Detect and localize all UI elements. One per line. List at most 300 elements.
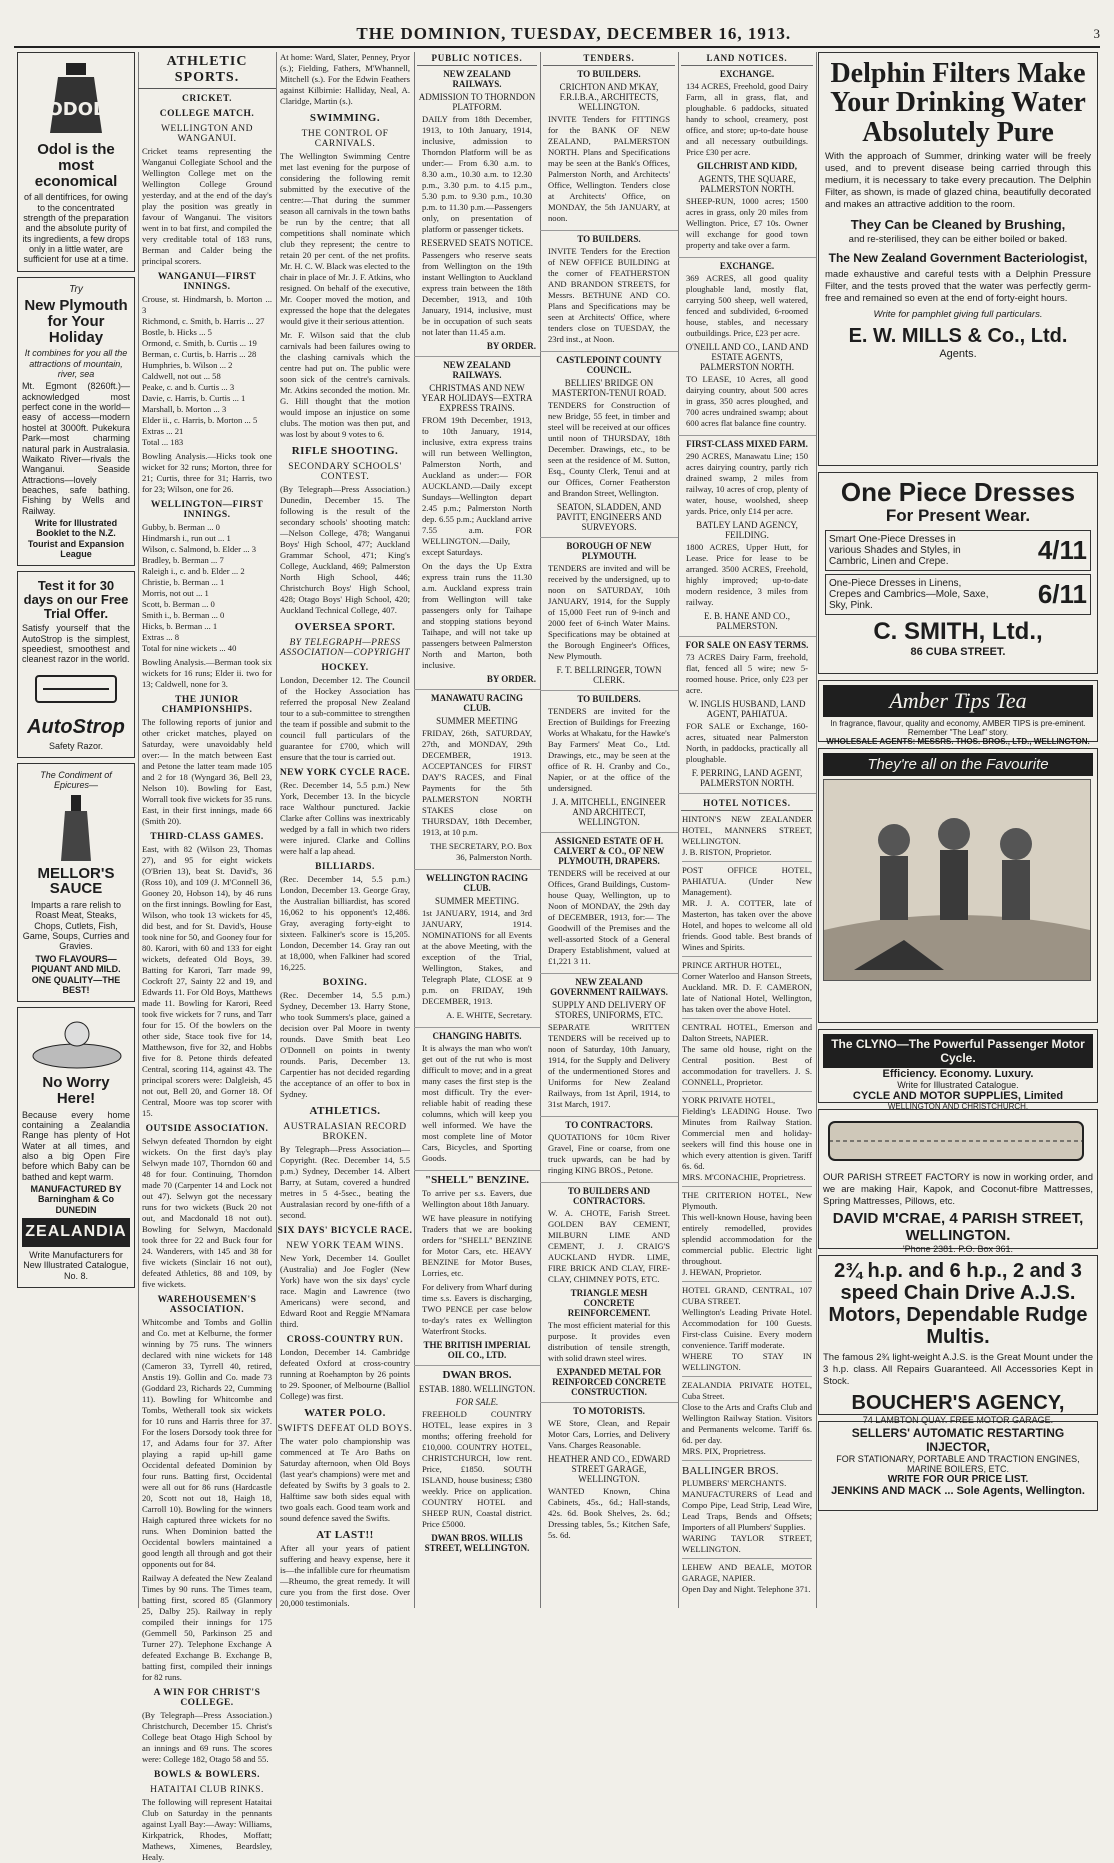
delphin-clean: They Can be Cleaned by Brushing,: [850, 216, 1066, 232]
c6-p14: Wellington's Leading Private Hotel. Accommodation for 100 Guests. First-class Cuisine. Every modern convenience. Tariff moderate.: [682, 1307, 812, 1350]
innings2-line: Raleigh i., c. and b. Elder ... 2: [142, 566, 245, 576]
prince-arthur-hotel: [682, 960, 812, 1019]
c3-p3: Mr. F. Wilson said that the club carnivals had been failures owing to the clashing carnivals which the centre had put on. The public were soon sick of the centre's carnivals. Mr. Atkins seconded the motion. Mr. G. Hill thought that the motion would impose an injustice on some clubs. The motion was then put, and was lost by about 9 votes to 6.: [280, 330, 410, 439]
cycle-head: NEW YORK CYCLE RACE.: [279, 768, 411, 778]
c6-p3: 369 ACRES, all good quality ploughable land, mostly flat, carrying 500 sheep, well watered, fenced and subdivided, 6-roomed house, stables, and necessary outbuildings. Price, £23 per acre.: [686, 273, 808, 338]
athletic-sports-column: [138, 52, 277, 1862]
rifle-head: RIFLE SHOOTING.: [291, 445, 399, 457]
c4-p1: DAILY from 18th December, 1913, to 10th January, 1914, inclusive, admission to Thorndon Platform will be as under:— From 6.30 a.m. to 8.30 a.m., 10.30 a.m. to 12.30 p.m., 3.30 p.m. to 4.15 p.m., 5.30 p.m. to 9.30 p.m., 10.30 p.m. to 11.30 p.m.—Passengers only, on presentation of platform or passenger tickets.: [422, 114, 532, 234]
hane: E. B. HANE AND CO., PALMERSTON.: [703, 611, 790, 631]
forsale-head: FOR SALE ON EASY TERMS.: [685, 640, 809, 650]
wrc-sec: A. E. WHITE, Secretary.: [446, 1010, 532, 1020]
autostrop-body: Satisfy yourself that the AutoStrop is the simplest, speediest, smoothest and cleanest razor in the world.: [22, 623, 130, 665]
nzr2-head: NEW ZEALAND RAILWAYS.: [443, 360, 511, 380]
nzr-notice-1: [414, 69, 540, 357]
innings1-line: Crouse, st. Hindmarsh, b. Morton ... 3: [142, 294, 272, 315]
columns: [14, 52, 1100, 1862]
c4-p9: WE have pleasure in notifying Traders that we are booking orders for "SHELL" BENZINE for Motor Cars, etc. HEAVY BENZINE for Motor Buses, Lorries, etc.: [422, 1213, 532, 1278]
cricket-head: CRICKET.: [181, 94, 232, 104]
college-p2: Bowling Analysis.—Hicks took one wicket for 32 runs; Morton, three for 21; Curtis, three for 31; Harris, two for 23; Wilson, one for 26.: [142, 451, 272, 494]
builders-head-3: TO BUILDERS.: [577, 694, 641, 704]
lehew-ad: [682, 1562, 812, 1598]
display-ads-column: [816, 52, 1100, 1608]
ballinger: BALLINGER BROS.: [682, 1465, 779, 1477]
page-number: 3: [1093, 26, 1100, 41]
c3-p13: After all your years of patient suffering and heavy expense, here it is—the infallible cure for rheumatism—Rheumo, the great remedy. It will cure you from the first dose. Over 20,000 testimonials.: [280, 1543, 410, 1608]
plumbers: PLUMBERS' MERCHANTS.: [682, 1478, 787, 1489]
college-match-head: COLLEGE MATCH.: [159, 109, 255, 119]
firstclass-head: FIRST-CLASS MIXED FARM.: [686, 439, 808, 449]
amber-sub: In fragrance, flavour, quality and economy, AMBER TIPS is pre-eminent. Remember "The Leaf" story.: [830, 719, 1086, 737]
c3-p11: London, December 14. Cambridge defeated Oxford at cross-country running at Roehampton by 26 points to 29. Spooner, of Melbourne (Balliol College) was first.: [280, 1347, 410, 1401]
delphin-clean-sub: and re-sterilised, they can be either boiled or baked.: [848, 233, 1068, 245]
post-office-hotel: [682, 865, 812, 957]
c5-p12: WANTED Known, China Cabinets, 45s., 6d.; Hall-stands, 42s. 6d. Book Shelves, 2s. 6d.; Dressing tables, 5s.; Kitchen Safe, 5s. 6d.: [548, 1486, 670, 1540]
dress-desc-2: One-Piece Dresses in Linens, Crepes and Cambrics—Mole, Saxe, Sky, Pink.: [829, 578, 989, 612]
mellors-pre: The Condiment of Epicures—: [40, 769, 112, 791]
dress-offer-1: [825, 530, 1091, 571]
bellringer: F. T. BELLRINGER, TOWN CLERK.: [556, 665, 662, 685]
land-2: [678, 261, 816, 436]
central-hotel: [682, 1022, 812, 1092]
xmas-head: CHRISTMAS AND NEW YEAR HOLIDAYS—EXTRA EXPRESS TRAINS.: [421, 383, 533, 413]
innings1-line: Humphries, b. Wilson ... 2: [142, 360, 233, 370]
oneill: O'NEILL AND CO., LAND AND ESTATE AGENTS, PALMERSTON NORTH.: [685, 342, 809, 372]
mattress-ad: [818, 1109, 1098, 1254]
hataitai-head: HATAITAI CLUB RINKS.: [150, 1785, 264, 1795]
c4-p4: On the days the Up Extra express train runs the 11.30 a.m. Auckland express train from Wellington will take passengers only for Taihape and stopping stations beyond Taihape, and will not take up passengers between Palmerston North and Marton, both inclusive.: [422, 561, 532, 670]
reserved-head: RESERVED SEATS NOTICE.: [420, 238, 534, 248]
mellors-sauce-ad: [17, 763, 135, 1002]
assigned-head: ASSIGNED ESTATE OF H. CALVERT & CO., OF NEW PLYMOUTH, DRAPERS.: [553, 836, 665, 866]
innings1-line: Berman, c. Curtis, b. Harris ... 28: [142, 349, 257, 359]
wrc-summer: SUMMER MEETING.: [434, 896, 519, 906]
water-polo-head: WATER POLO.: [304, 1407, 386, 1419]
innings1-line: Extras ... 21: [142, 426, 184, 436]
order-2: BY ORDER.: [486, 674, 536, 684]
innings2-line: Total for nine wickets ... 40: [142, 643, 237, 653]
np-body: Mt. Egmont (8260ft.)—acknowledged most perfect cone in the world—easy of access—modern hostel at 3000ft. Pukekura Park—most charming natural park in Australasia. Waikato River—rivals the Wanganui. Seaside Attractions—lovely beaches, safe bathing. Fishing by Wells and Railway.: [22, 381, 130, 516]
summer-head: SUMMER MEETING: [436, 716, 518, 726]
mattress-maker: DAVID M'CRAE, 4 PARISH STREET, WELLINGTON.: [832, 1209, 1084, 1244]
odol-ad: [17, 52, 135, 272]
college-p3: Bowling Analysis.—Berman took six wickets for 16 runs; Elder ii. two for 13; Caldwell, none for 3.: [142, 657, 272, 689]
hinton: HINTON'S NEW ZEALANDER HOTEL, MANNERS STREET, WELLINGTON.: [682, 814, 812, 846]
odol-headline: Odol is the most economical: [34, 141, 118, 190]
third-class-head: THIRD-CLASS GAMES.: [150, 832, 264, 842]
public-notices-head: PUBLIC NOTICES.: [417, 52, 537, 66]
innings2-line: Extras ... 8: [142, 632, 179, 642]
gilchrist: GILCHRIST AND KIDD,: [696, 161, 798, 171]
triangle-head: TRIANGLE MESH CONCRETE REINFORCEMENT.: [567, 1288, 651, 1318]
amber-tips-ad: [818, 680, 1098, 746]
mitchell: J. A. MITCHELL, ENGINEER AND ARCHITECT, WELLINGTON.: [552, 797, 666, 827]
order-1: BY ORDER.: [486, 341, 536, 351]
hewan: J. HEWAN, Proprietor.: [682, 1267, 762, 1277]
wrc-notice: [414, 873, 540, 1028]
wrc-head: WELLINGTON RACING CLUB.: [425, 873, 529, 893]
mattress-phone: 'Phone 2381. P.O. Box 361.: [902, 1243, 1014, 1254]
c6-p4: TO LEASE, 10 Acres, all good dairying country, about 500 acres in grass, 350 acres ploughed, and 700 acres undrained swamp; about 600 acres flat balance fine country.: [686, 374, 808, 428]
husband: W. INGLIS HUSBAND, LAND AGENT, PAHIATUA.: [688, 699, 806, 719]
tenders-head: TENDERS.: [543, 52, 675, 66]
c4-p6: 1st JANUARY, 1914, and 3rd JANUARY, 1914. NOMINATIONS for all Events at the above Meeting, with the exception of the Trial, Wellington, Stakes, and Telegraph Plate, CLOSE at 9 p.m. on FRIDAY, 19th DECEMBER, 1913.: [422, 908, 532, 1006]
dress-offer-2: [825, 574, 1091, 615]
c3-p5: London, December 12. The Council of the Hockey Association has referred the proposal New Zealand tour to a sub-committee to strengthen the team if possible and submit to the council full particulars of the guarantee for £700, which will ensure that the tour is carried out.: [280, 675, 410, 762]
heather: HEATHER AND CO., EDWARD STREET GARAGE, WELLINGTON.: [547, 1454, 671, 1484]
riston: J. B. RISTON, Proprietor.: [682, 847, 772, 857]
svg-text:ODOL: ODOL: [47, 99, 105, 120]
sauce-bottle-icon: [51, 793, 101, 863]
c6-p5: 290 ACRES, Manawatu Line; 150 acres dairying country, partly rich drained swamp, 2 miles from railway, 10 acres of crop, plenty of water, house, woolshed, sheep yards. Price, only £14 per acre.: [686, 451, 808, 516]
shell-benzine-notice: [414, 1174, 540, 1366]
oversea-sub: BY TELEGRAPH—PRESS ASSOCIATION—COPYRIGHT: [280, 638, 410, 658]
junior-head: THE JUNIOR CHAMPIONSHIPS.: [161, 695, 253, 715]
zealandia-maker: MANUFACTURED BY Barningham & Co DUNEDIN: [30, 1184, 122, 1215]
warehouse-p7: Whitcombe and Tombs and Gollin and Co. met at Kelburne, the former winning by 75 runs. The winners declared with nine wickets for 148 (Cameron 33, Tyrrell 40, retired, Anstis 19). Gollin and Co. made 73 (Goddard 23, Richards 22, Cumming 11). Bowling for Whitcombe and Tombs, Wetherall took six wickets for 10 runs and Harris three for 37. For the losers Dorsody took three for 17, and Adams four for 37. After playing a rapid up-hill game Occidental defeated Dominion by four runs. Batting first, Occidental were all out for 86 runs (Hardcastle 20, Scott not out 18, Haigh 18, Carroll 10). Bowling for the winners Haigh captured three wickets for no runs. When Dominion batted the Occidental bowlers maintained a good length all through and got their opponents out for 84.: [142, 1317, 272, 1569]
outside-head: OUTSIDE ASSOCIATION.: [145, 1124, 269, 1134]
dress-price-2: 6/11: [1037, 579, 1087, 610]
c4-p2: Passengers who reserve seats from Wellington on the 19th instant Wellington to Auckland express train between the 18th December, 1913, and 10th January, 1914, inclusive, must be in occupation of such seats not later than 11.45 a.m.: [422, 250, 532, 337]
c3-p10: New York, December 14. Goullet (Australia) and Joe Fogler (New York) have won the six days' cycle race. Magin and Lawrence (two Americans) were second, and Edward Root and Reggie M'Namara third.: [280, 1253, 410, 1329]
ajs-agency-sub: 74 LAMBTON QUAY. FREE MOTOR GARAGE.: [862, 1414, 1054, 1425]
exchange-head: EXCHANGE.: [719, 69, 775, 79]
innings1-line: Caldwell, not out ... 58: [142, 371, 221, 381]
c6-p10: Corner Waterloo and Hanson Streets, Auckland. MR. D. F. CAMERON, late of National Hotel, Wellington, has taken over the above Hotel.: [682, 971, 812, 1014]
smith-addr: 86 CUBA STREET.: [910, 646, 1006, 659]
mrs-mconachie: MRS. M'CONACHIE, Proprietress.: [682, 1172, 806, 1182]
autostrop-head: Test it for 30 days on our Free Trial Offer.: [23, 578, 129, 621]
c4-p7: It is always the man who won't get out of the rut who is most difficult to move; and in a great many cases the first step is the most difficult. Try the ever-reliable habit of reading these columns, which will keep you well informed. We have the most complete line of Motor Cars, Bicycles, and Sporting Goods.: [422, 1043, 532, 1163]
innings2-line: Smith i., b. Berman ... 0: [142, 610, 225, 620]
c3-p4: (By Telegraph—Press Association.) Dunedin, December 15. The following is the result of the secondary schools' shooting match:—Nelson College, 478; Wanganui Boys' High School, 477; Auckland Grammar School, 471; King's College, Auckland, 469; Palmerston North High School, 446; Christchurch Boys' High School, 428; Otago Boys' High School, 420; Auckland Technical College, 407.: [280, 484, 410, 615]
mattress-illustration: [823, 1114, 1089, 1168]
tender-8: [540, 1120, 678, 1183]
nzr-notice-2: [414, 360, 540, 690]
pix: MRS. PIX, Proprietress.: [682, 1446, 766, 1456]
c5-p3: TENDERS for Construction of new Bridge, 55 feet, in timber and steel will be received at our offices until noon of THURSDAY, 18th December. Drawings, etc., to be seen at the residence of M. Sutton, Esq., County Clerk, Tenui and at our Offices, Corner Featherston and Brandon Street, Wellington.: [548, 400, 670, 498]
oversea-head: OVERSEA SPORT.: [294, 621, 396, 633]
mellors-body: Imparts a rare relish to Roast Meat, Steaks, Chops, Cutlets, Fish, Game, Soups, Curries and Gravies.: [22, 900, 130, 952]
zealandia-body: Because every home containing a Zealandia Range has plenty of Hot Water at all times, and also a big Open Fire before which Baby can be bathed and kept warm.: [22, 1109, 130, 1182]
criterion: THE CRITERION HOTEL, New Plymouth.: [682, 1190, 812, 1211]
tender-3: [540, 355, 678, 538]
c6-p16: MANUFACTURERS of Lead and Compo Pipe, Lead Strip, Lead Wire, Lead Traps, Bends and Offsets; Importers of all Plumbers' Supplies.: [682, 1489, 812, 1533]
np-title: New Plymouth for Your Holiday: [24, 297, 128, 346]
mellors-tag: TWO FLAVOURS—PIQUANT AND MILD. ONE QUALITY—THE BEST!: [31, 953, 121, 995]
c3-p7: (Rec. December 14, 5.5 p.m.) London, December 13. George Gray, the Australian billiardist, has scored 16,062 to his opponent's 12,486. Gray, averaging forty-eight to sixteen. Falkiner's score is 15,205. London, December 14. Gray ran out at 18,000, when Falkiner had scored 16,225.: [280, 874, 410, 972]
ajs-body: The famous 2¾ light-weight A.J.S. is the Great Mount under the 3 h.p. class. All Repairs Guaranteed. All Accessories Kept in Stock.: [823, 1352, 1093, 1387]
innings2-line: Christie, b. Berman ... 1: [142, 577, 225, 587]
tender-4: [540, 541, 678, 691]
dwan-forsale: FOR SALE.: [455, 1397, 499, 1407]
c5-p9: W. A. CHOTE, Farish Street. GOLDEN BAY CEMENT, MILBURN LIME AND CEMENT, J. J. CRAIG'S AUCKLAND HYDR. LIME, FIRE BRICK AND CLAY, FIRE-CLAY, CHIMNEY POTS, ETC.: [548, 1208, 670, 1284]
waring: WARING TAYLOR STREET, WELLINGTON.: [682, 1533, 812, 1555]
junior-p4: The following reports of junior and other cricket matches, played on Saturday, were unavoidably held over:— In the match between East and Petone the latter team made 105 and 2 for 18 (Wyngard 36, Bell 23, Nelson 10). Bowling for East, Worrall took five wickets for 35 runs. East, in their first innings, made 66 (Smith 20).: [142, 717, 272, 826]
c6-p13: This well-known House, having been entirely remodelled, provides splendid accommodation for the commercial public. Electric light throughout.: [682, 1212, 812, 1266]
third-p5: East, with 82 (Wilson 23, Thomas 27), and 95 for eight wickets (O'Brien 13), beat St. David's, 36 (Ross 10), and 109 (J. M'Connell 36, Gooney 20, Hobson 14), by 46 runs on the first innings. Bowling for East, Wilson, who took 13 wickets for 45, did best, and for St. David's, House took nine for 50, and Gooney four for 80. Karori, with 60 and 133 for eight wickets, defeated Old Boys, 39. Batting for Karori, Tarr made 99, Cockroft 27, Sainty 22 and 19, and Edwards 11. For Old Boys, Matthews made 11. Bowling for Karori, Reed took five wickets for 7 runs, and Tarr four for 15. Of the bowlers on the other side, Stace took five for 14, Matthewson, five for 32, and Hobbs five for 8. Petone thirds defeated Central, scoring 114, against 43. The principal scorers were: Dalgleish, 45 not out, Bell 20, and Gorner 18. Of Central, Moore was top scorer with 15.: [142, 844, 272, 1118]
sports-column-2: [276, 52, 415, 1608]
racecourse-illustration: [823, 779, 1091, 981]
sellers-title: SELLERS' AUTOMATIC RESTARTING INJECTOR,: [851, 1426, 1065, 1454]
c5-p8: QUOTATIONS for 10cm River Gravel, Fine or coarse, from one truck upwards, can be had by ringing KING BROS., Petone.: [548, 1132, 670, 1175]
dress-price-1: 4/11: [1037, 535, 1087, 566]
york: YORK PRIVATE HOTEL,: [682, 1095, 776, 1105]
delphin-cta: Write for pamphlet giving full particulars.: [873, 309, 1043, 321]
bowls-head: BOWLS & BOWLERS.: [154, 1770, 260, 1780]
york-hotel: [682, 1095, 812, 1187]
c3-p1: At home: Ward, Slater, Penney, Pryor (s.); Fielding, Fathers, M'Whannell, Mitchell (s.). For the Edwin Feathers against Kilbirnie: Halliday, Neal, A. Claridge, Martin (s.).: [280, 52, 410, 106]
np-cta: Write for Illustrated Booklet to the N.Z. Tourist and Expansion League: [27, 517, 125, 559]
clyno-title: The CLYNO—The Powerful Passenger Motor Cycle.: [823, 1034, 1093, 1068]
ajs-motors-ad: [818, 1255, 1098, 1425]
c3-p2: The Wellington Swimming Centre met last evening for the purpose of considering the following remit submitted by the executive of the centre:—That during the summer season all carnivals in the town baths be run by the centre; that all competitions shall nominate which club they represent; the centre to retain 20 per cent. of the net profits. Mr. H. C. W. Black was elected to the chair in place of Mr. J. F. Atkins, who resigned. On behalf of the executive, Mr. Cooper moved the motion, and expressed the hope that the delegates would give it their serious attention.: [280, 151, 410, 326]
zealandia-banner: [22, 1218, 130, 1247]
np-try: Try: [69, 283, 83, 295]
sixdays-head: SIX DAYS' BICYCLE RACE.: [277, 1226, 413, 1236]
innings1-line: Richmond, c. Smith, b. Harris ... 27: [142, 316, 265, 326]
masthead-title: THE DOMINION, TUESDAY, DECEMBER 16, 1913.: [356, 24, 792, 43]
c5-p6: TENDERS will be received at our Offices, Grand Buildings, Custom-house Quay, Wellington, up to Noon of MONDAY, the 29th day of DECEMBER, 1913, for:— The Goodwill of the Premises and the well-assorted Stock of a General Drapery Establishment, valued at £1,221 3 11.: [548, 868, 670, 966]
odol-body: of all dentifrices, for owing to the concentrated strength of the preparation and the absolute purity of its ingredients, a few drops only in a little water, are sufficient for use at a time.: [22, 192, 130, 265]
innings1-line: Peake, c. and b. Curtis ... 3: [142, 382, 235, 392]
hataitai-p10: The following will represent Hataitai Club on Saturday in the pennants against Lyall Bay:—Away: Williams, Kirkpatrick, Rhodes, Moffatt; Mathews, Ximenes, Beardsley, Healy.: [142, 1797, 272, 1862]
razor-icon: [31, 668, 121, 714]
np-sub: It combines for you all the attractions of mountain, river, sea: [24, 348, 128, 380]
c5-p11: WE Store, Clean, and Repair Motor Cars, Lorries, and Delivery Vans. Charges Reasonable.: [548, 1418, 670, 1450]
ajs-agency: BOUCHER'S AGENCY,: [851, 1391, 1065, 1414]
tender-9: [540, 1186, 678, 1403]
innings2-line: Scott, b. Berman ... 0: [142, 599, 215, 609]
c3-p9: By Telegraph—Press Association—Copyright. (Rec. December 14, 5.5 p.m.) Sydney, December 14. Albert Barry, at Sutam, covered a hundred metres in 5 4-5sec., beating the Australasian record by one-fifth of a second.: [280, 1144, 410, 1220]
c6-p12: Fielding's LEADING House. Two Minutes from Railway Station. Commercial men and holiday-seekers will find this house one in which every attention is given. Tariff 6s. 6d.: [682, 1106, 812, 1171]
bi-oil-head: THE BRITISH IMPERIAL OIL CO., LTD.: [423, 1340, 531, 1360]
favourite-title: They're all on the Favourite: [823, 753, 1093, 776]
c3-p6: (Rec. December 14, 5.5 p.m.) New York, December 13. In the bicycle race Walthour punctured. Jackie Clarke after Collins was inextricably wedged by a fall in which two riders were injured. Clarke and Collins were half a lap ahead.: [280, 780, 410, 856]
c3-p8: (Rec. December 14, 5.5 p.m.) Sydney, December 13. Harry Stone, who took Summers's place, gained a decision over Pal Moore in twenty rounds. Dave Smith beat Leo O'Donnell on points in twenty rounds. Paris, December 13. Carpentier has not decided regarding the acceptance of an offer to box in Sydney.: [280, 990, 410, 1099]
christs-head: A WIN FOR CHRIST'S COLLEGE.: [153, 1688, 261, 1708]
innings1-scorecard: [142, 294, 272, 448]
c5-p4: TENDERS are invited and will be received by the undersigned, up to noon on SATURDAY, 10th JANUARY, 1914, for the Supply of 15,000 Feet run of 9-inch and 2000 feet of 6-inch Water Mains. Specifications may be obtained at the Borough Engineer's Offices, New Plymouth.: [548, 563, 670, 661]
dress-desc-1: Smart One-Piece Dresses in various Shades and Styles, in Cambric, Linen and Crepe.: [829, 534, 961, 568]
favourite-ad: [818, 748, 1098, 1023]
contractors-head: TO CONTRACTORS.: [565, 1120, 653, 1130]
innings2-line: Morris, not out ... 1: [142, 588, 209, 598]
dresses-sub: For Present Wear.: [885, 506, 1031, 526]
tender-10: [540, 1406, 678, 1547]
baby-bath-illustration: [22, 1012, 132, 1072]
innings1-line: Ormond, c. Smith, b. Curtis ... 19: [142, 338, 257, 348]
mattress-copy: OUR PARISH STREET FACTORY is now in working order, and we are making Hair, Kapok, and Coconut-fibre Mattresses, Spring Mattresses, Pillows, etc.: [823, 1172, 1093, 1207]
masthead: [14, 22, 1100, 48]
smith-brand: C. SMITH, Ltd.,: [873, 618, 1043, 646]
manawatu-head: MANAWATU RACING CLUB.: [430, 693, 524, 713]
central: CENTRAL HOTEL, Emerson and Dalton Streets, NAPIER.: [682, 1022, 812, 1043]
c6-p9: MR. J. A. COTTER, late of Masterton, has taken over the above Hotel, and hopes to welcome all old friends. Good table. Best brands of Wines and Spirits.: [682, 898, 812, 952]
hinton-hotel: [682, 814, 812, 862]
c6-p11: The same old house, right on the Central position. Best of accommodation for travellers. J. S. CONNELL, Proprietor.: [682, 1044, 812, 1087]
tender-5: [540, 694, 678, 833]
dresses-title: One Piece Dresses: [840, 477, 1076, 507]
swimming-head: SWIMMING.: [309, 112, 381, 124]
builders-head-1: TO BUILDERS.: [577, 69, 641, 79]
warehouse-head: WAREHOUSEMEN'S ASSOCIATION.: [157, 1295, 257, 1315]
expanded-head: EXPANDED METAL FOR REINFORCED CONCRETE CONSTRUCTION.: [552, 1367, 666, 1397]
c6-p1: 134 ACRES, Freehold, good Dairy Farm, all in grass, flat, and ploughable. 6 paddocks, situated handy to school, creamery, post office, and store; up-to-date house and all necessary outbuildings. Price £30 per acre.: [686, 81, 808, 157]
exchange2-head: EXCHANGE.: [719, 261, 775, 271]
clyno-co-sub: WELLINGTON AND CHRISTCHURCH.: [887, 1102, 1029, 1111]
postoffice: POST OFFICE HOTEL, PAHIATUA. (Under New Management).: [682, 865, 812, 897]
innings2-line: Hicks, b. Berman ... 1: [142, 621, 218, 631]
innings1-line: Elder ii., c. Harris, b. Morton ... 5: [142, 415, 258, 425]
secondary-head: SECONDARY SCHOOLS' CONTEST.: [288, 462, 402, 482]
seaton: SEATON, SLADDEN, AND PAVITT, ENGINEERS AND SURVEYORS.: [556, 502, 662, 532]
mellors-brand: MELLOR'S SAUCE: [37, 864, 115, 898]
shell-head: "SHELL" BENZINE.: [425, 1174, 529, 1186]
christs-p9: (By Telegraph—Press Association.) Christchurch, December 15. Christ's College beat Otago High School by an innings and 69 runs. The scores were: College 182, Otago 58 and 55.: [142, 1710, 272, 1764]
sellers-cta: WRITE FOR OUR PRICE LIST.: [887, 1474, 1029, 1485]
c4-p10: For delivery from Wharf during time s.s. Eavers is discharging, TWO PENCE per case below to-day's rates ex Wellington Waterfront Stocks.: [422, 1282, 532, 1336]
innings1-line: Total ... 183: [142, 437, 184, 447]
grand: HOTEL GRAND, CENTRAL, 107 CUBA STREET.: [682, 1285, 812, 1306]
sellers-injector-ad: [818, 1421, 1098, 1511]
college-p1: Cricket teams representing the Wanganui Collegiate School and the Wellington College met on the Wellington College Ground yesterday, and at the end of the day's play the position was greatly in favour of Wanganui. The visitors went in to bat first, and compiled the very creditable total of 183 runs, Berman and Calder being the principal scorers.: [142, 146, 272, 266]
dwan-notice: [414, 1369, 540, 1558]
lehew: LEHEW AND BEALE, MOTOR GARAGE, NAPIER.: [682, 1562, 812, 1584]
land-1: [678, 69, 816, 258]
clyno-co: CYCLE AND MOTOR SUPPLIES, Limited: [852, 1090, 1064, 1102]
grand-hotel: [682, 1285, 812, 1377]
prince: PRINCE ARTHUR HOTEL,: [682, 960, 782, 970]
batley: BATLEY LAND AGENCY, FEILDING.: [696, 520, 798, 540]
autostrop-brand: AutoStrop: [27, 715, 125, 738]
amber-title: Amber Tips Tea: [823, 685, 1093, 717]
dwan-foot: DWAN BROS. WILLIS STREET, WELLINGTON.: [424, 1533, 530, 1553]
public-notices-column: [414, 52, 541, 1608]
criterion-hotel: [682, 1190, 812, 1282]
amber-agents: WHOLESALE AGENTS: MESSRS. THOS. BROS., LTD., WELLINGTON.: [826, 737, 1090, 746]
delphin-govt-body: made exhaustive and careful tests with a Delphin Pressure Filter, and the tests proved that the water was perfectly germ-free and remained so even at the end of forty-eight hours.: [825, 269, 1091, 305]
c4-p11: FREEHOLD COUNTRY HOTEL, lease expires in 3 months; offering freehold for £10,000. COUNTRY HOTEL, CHRISTCHURCH, low rent. Price, £1850. SOUTH ISLAND, house business; £380 weekly. Price on application. COUNTRY HOTEL and SHEEP RUN, Coastal district. Price £5000.: [422, 1409, 532, 1529]
land-4: [678, 640, 816, 794]
billiards-head: BILLIARDS.: [315, 862, 375, 872]
delphin-agent: E. W. MILLS & Co., Ltd.: [848, 324, 1068, 347]
innings1-line: Marshall, b. Morton ... 3: [142, 404, 227, 414]
c5-p1: INVITE Tenders for FITTINGS for the BANK OF NEW ZEALAND, PALMERSTON NORTH. Plans and Specifications may be seen at the Bank's Offices, Palmerston North, and Architects' Office, Wellington. Tenders close at Architects' Office, on MONDAY, the 5th JANUARY, at noon.: [548, 114, 670, 223]
hotel-notices-head: HOTEL NOTICES.: [681, 797, 813, 811]
c5-p10: The most efficient material for this purpose. It provides even distribution of tensile strength, with solid drawn steel wires.: [548, 1320, 670, 1363]
dwan-sub: ESTAB. 1880. WELLINGTON.: [418, 1384, 536, 1394]
boxing-head: BOXING.: [322, 978, 368, 988]
dwan-head: DWAN BROS.: [442, 1369, 512, 1381]
c4-p5: FRIDAY, 26th, SATURDAY, 27th, and MONDAY, 29th DECEMBER, 1913. ACCEPTANCES for FIRST DAY'S RACES, and Final Payments for the 5th PALMERSTON NORTH STAKES close on THURSDAY, 18th December, 1913, at 10 p.m.: [422, 728, 532, 837]
perring: F. PERRING, LAND AGENT, PALMERSTON NORTH.: [691, 768, 803, 788]
zealandia-range-ad: [17, 1007, 135, 1288]
where-to-stay: WHERE TO STAY IN WELLINGTON.: [682, 1351, 812, 1372]
innings2-scorecard: [142, 522, 272, 654]
ads-column-left: [14, 52, 139, 1608]
sellers-sub: FOR STATIONARY, PORTABLE AND TRACTION ENGINES, MARINE BOILERS, ETC.: [836, 1454, 1080, 1474]
zealandia-hotel: [682, 1380, 812, 1461]
cross-head: CROSS-COUNTRY RUN.: [286, 1335, 404, 1345]
ballinger-ad: [682, 1464, 812, 1559]
castle-head: CASTLEPOINT COUNTY COUNCIL.: [556, 355, 662, 375]
nzgr-head: NEW ZEALAND GOVERNMENT RAILWAYS.: [550, 977, 668, 997]
delphin-govt: The New Zealand Government Bacteriologist,: [828, 251, 1088, 266]
innings1-head: WANGANUI—FIRST INNINGS.: [157, 272, 257, 292]
innings2-line: Hindmarsh i., run out ... 1: [142, 533, 231, 543]
c5-p5: TENDERS are invited for the Erection of Buildings for Freezing Works at Whakatu, for the Hawke's Bay Farmers' Meat Co., Ltd. Drawings, etc., may be seen at the office of R. H. Cranby and Co., Napier, or at the office of the undersigned.: [548, 706, 670, 793]
tender-7: [540, 977, 678, 1117]
outside-p6: Selwyn defeated Thorndon by eight wickets. On the first day's play Selwyn made 107, Thorndon 60 and 48 for four. Continuing, Thorndon made 70 (Carpenter 14 and Lock not out 47). Selwyn got the necessary runs for two wickets (Buck 20 not out, and Macdonald 18 not out). Bowling for Selwyn, Macdonald took three for 22 and Buck four for 24. Wanderers, with 145 and 38 for five wickets (Sinclair 16 not out), defeated Athletics, 88 and 109, by five wickets.: [142, 1136, 272, 1289]
innings2-line: Gubby, b. Berman ... 0: [142, 522, 220, 532]
c4-p3: FROM 19th December, 1913, to 10th January, 1914, inclusive, extra express trains will run between Wellington, Palmerston North, and Auckland as under:— FOR AUCKLAND.—Daily except Sundays—Wellington depart 2.45 p.m.; Palmerston North dep. 6.55 p.m.; Auckland arrive 7.55 a.m. FOR WELLINGTON.—Daily, except Saturdays.: [422, 415, 532, 557]
crichton-1: CRICHTON AND M'KAY, F.R.I.B.A., ARCHITECTS, WELLINGTON.: [559, 82, 659, 112]
changing-habits-notice: [414, 1031, 540, 1171]
tender-2: [540, 234, 678, 352]
innings1-line: Bostle, b. Hicks ... 5: [142, 327, 212, 337]
c3-p12: The water polo championship was commenced at Te Aro Baths on Saturday afternoon, when Old Boys (last year's champions) were met and defeated by Swifts by 3 goals to 2. Halftime saw both sides equal with two goals each. Good team work and sound defence saved the Swifts.: [280, 1436, 410, 1523]
innings2-line: Wilson, c. Salmond, b. Elder ... 3: [142, 544, 256, 554]
zealandiahotel: ZEALANDIA PRIVATE HOTEL, Cuba Street.: [682, 1380, 812, 1401]
nyteam-head: NEW YORK TEAM WINS.: [286, 1241, 404, 1251]
section-athletic-sports: ATHLETIC SPORTS.: [138, 54, 276, 89]
land-notices-column: [678, 52, 817, 1608]
manawatu-sec: THE SECRETARY, P.O. Box 36, Palmerston North.: [430, 841, 532, 862]
builders-head-4: TO BUILDERS AND CONTRACTORS.: [567, 1186, 651, 1206]
zealandia-foot: Write Manufacturers for New Illustrated Catalogue, No. 8.: [23, 1249, 129, 1281]
delphin-body: With the approach of Summer, drinking water will be freely used, and to prevent disease being carried through this medium, it is necessary to take every precaution. The Delphin Filter, as shown, is made of glazed china, beautifully decorated and makes an attractive addition to the room.: [825, 151, 1091, 210]
c6-p17: Open Day and Night. Telephone 371.: [682, 1584, 811, 1595]
tenders-column: [540, 52, 679, 1608]
college-sub-head: WELLINGTON AND WANGANUI.: [160, 124, 254, 144]
land-3: [678, 439, 816, 637]
swifts-head: SWIFTS DEFEAT OLD BOYS.: [277, 1424, 413, 1434]
builders-head-2: TO BUILDERS.: [577, 234, 641, 244]
c6-p15: Close to the Arts and Crafts Club and Wellington Railway Station. Visitors and Permanents welcome. Tariff 6s. 6d. per day.: [682, 1402, 812, 1445]
at-last-head: AT LAST!!: [316, 1529, 374, 1541]
nzr-head: NEW ZEALAND RAILWAYS.: [443, 69, 511, 89]
clyno-cta: Write for Illustrated Catalogue.: [897, 1080, 1019, 1090]
c4-p8: To arrive per s.s. Eavers, due Wellington about 18th January.: [422, 1188, 532, 1209]
zealandia-brand: ZEALANDIA: [25, 1223, 127, 1241]
tender-6: [540, 836, 678, 974]
autostrop-ad: [17, 571, 135, 758]
c6-p8: FOR SALE or Exchange, 160-acres, situated near Palmerston North, in paddocks, practically all ploughable.: [686, 721, 808, 764]
tender-1: [540, 69, 678, 231]
innings1-line: Davie, c. Harris, b. Curtis ... 1: [142, 393, 246, 403]
clyno-sub: Efficiency. Economy. Luxury.: [882, 1068, 1034, 1080]
c5-p2: INVITE Tenders for the Erection of NEW OFFICE BUILDING at the corner of FEATHERSTON AND BRANDON STREETS, for Messrs. BETHUNE AND CO. Plans and Specifications may be seen at Architects' Office, where tenders close on TUESDAY, the 23rd inst., at Noon.: [548, 246, 670, 344]
admission-head: ADMISSION TO THORNDON PLATFORM.: [418, 92, 536, 112]
new-plymouth-ad: [17, 277, 135, 567]
ajs-title: 2¾ h.p. and 6 h.p., 2 and 3 speed Chain Drive A.J.S. Motors, Dependable Rudge Multis.: [828, 1260, 1088, 1348]
gilchrist-sub: AGENTS, THE SQUARE, PALMERSTON NORTH.: [698, 174, 796, 194]
supply-head: SUPPLY AND DELIVERY OF STORES, UNIFORMS, ETC.: [552, 1000, 666, 1020]
c6-p6: 1800 ACRES, Upper Hutt, for Lease. Price for lease to be arranged. 3500 ACRES, Freehold, highly improved; up-to-date modern residence, 3 miles from railway.: [686, 542, 808, 607]
motorists-head: TO MOTORISTS.: [573, 1406, 645, 1416]
c6-p7: 73 ACRES Dairy Farm, freehold, flat, fenced all 5 wire; new 5-roomed house. Price, only £23 per acre.: [686, 652, 808, 695]
athletics-head: ATHLETICS.: [309, 1105, 381, 1117]
clyno-ad: [818, 1029, 1098, 1111]
c5-p7: SEPARATE WRITTEN TENDERS will be received up to noon of Saturday, 10th January, 1914, for the Supply and Delivery of the undermentioned Stores and Uniforms for New Zealand Railways, from 1st April, 1914, to 31st March, 1917.: [548, 1022, 670, 1109]
delphin-title: Delphin Filters Make Your Drinking Water Absolutely Pure: [830, 58, 1086, 148]
austral-head: AUSTRALASIAN RECORD BROKEN.: [283, 1122, 407, 1142]
bellies-head: BELLIES' BRIDGE ON MASTERTON-TENUI ROAD.: [551, 378, 667, 398]
carnivals-head: THE CONTROL OF CARNIVALS.: [301, 129, 389, 149]
borough-head: BOROUGH OF NEW PLYMOUTH.: [566, 541, 652, 561]
warehouse-p8: Railway A defeated the New Zealand Times by 90 runs. The Times team, batting first, scored 85 (Glanmory 25, Dalby 25). Railway in reply compiled their innings for 175 (Gemmell 50, Parkinson 25 and Turner 27). Telephone Exchange A defeated Exchange B. Exchange B, batting first, compiled their innings for 82 runs.: [142, 1573, 272, 1682]
